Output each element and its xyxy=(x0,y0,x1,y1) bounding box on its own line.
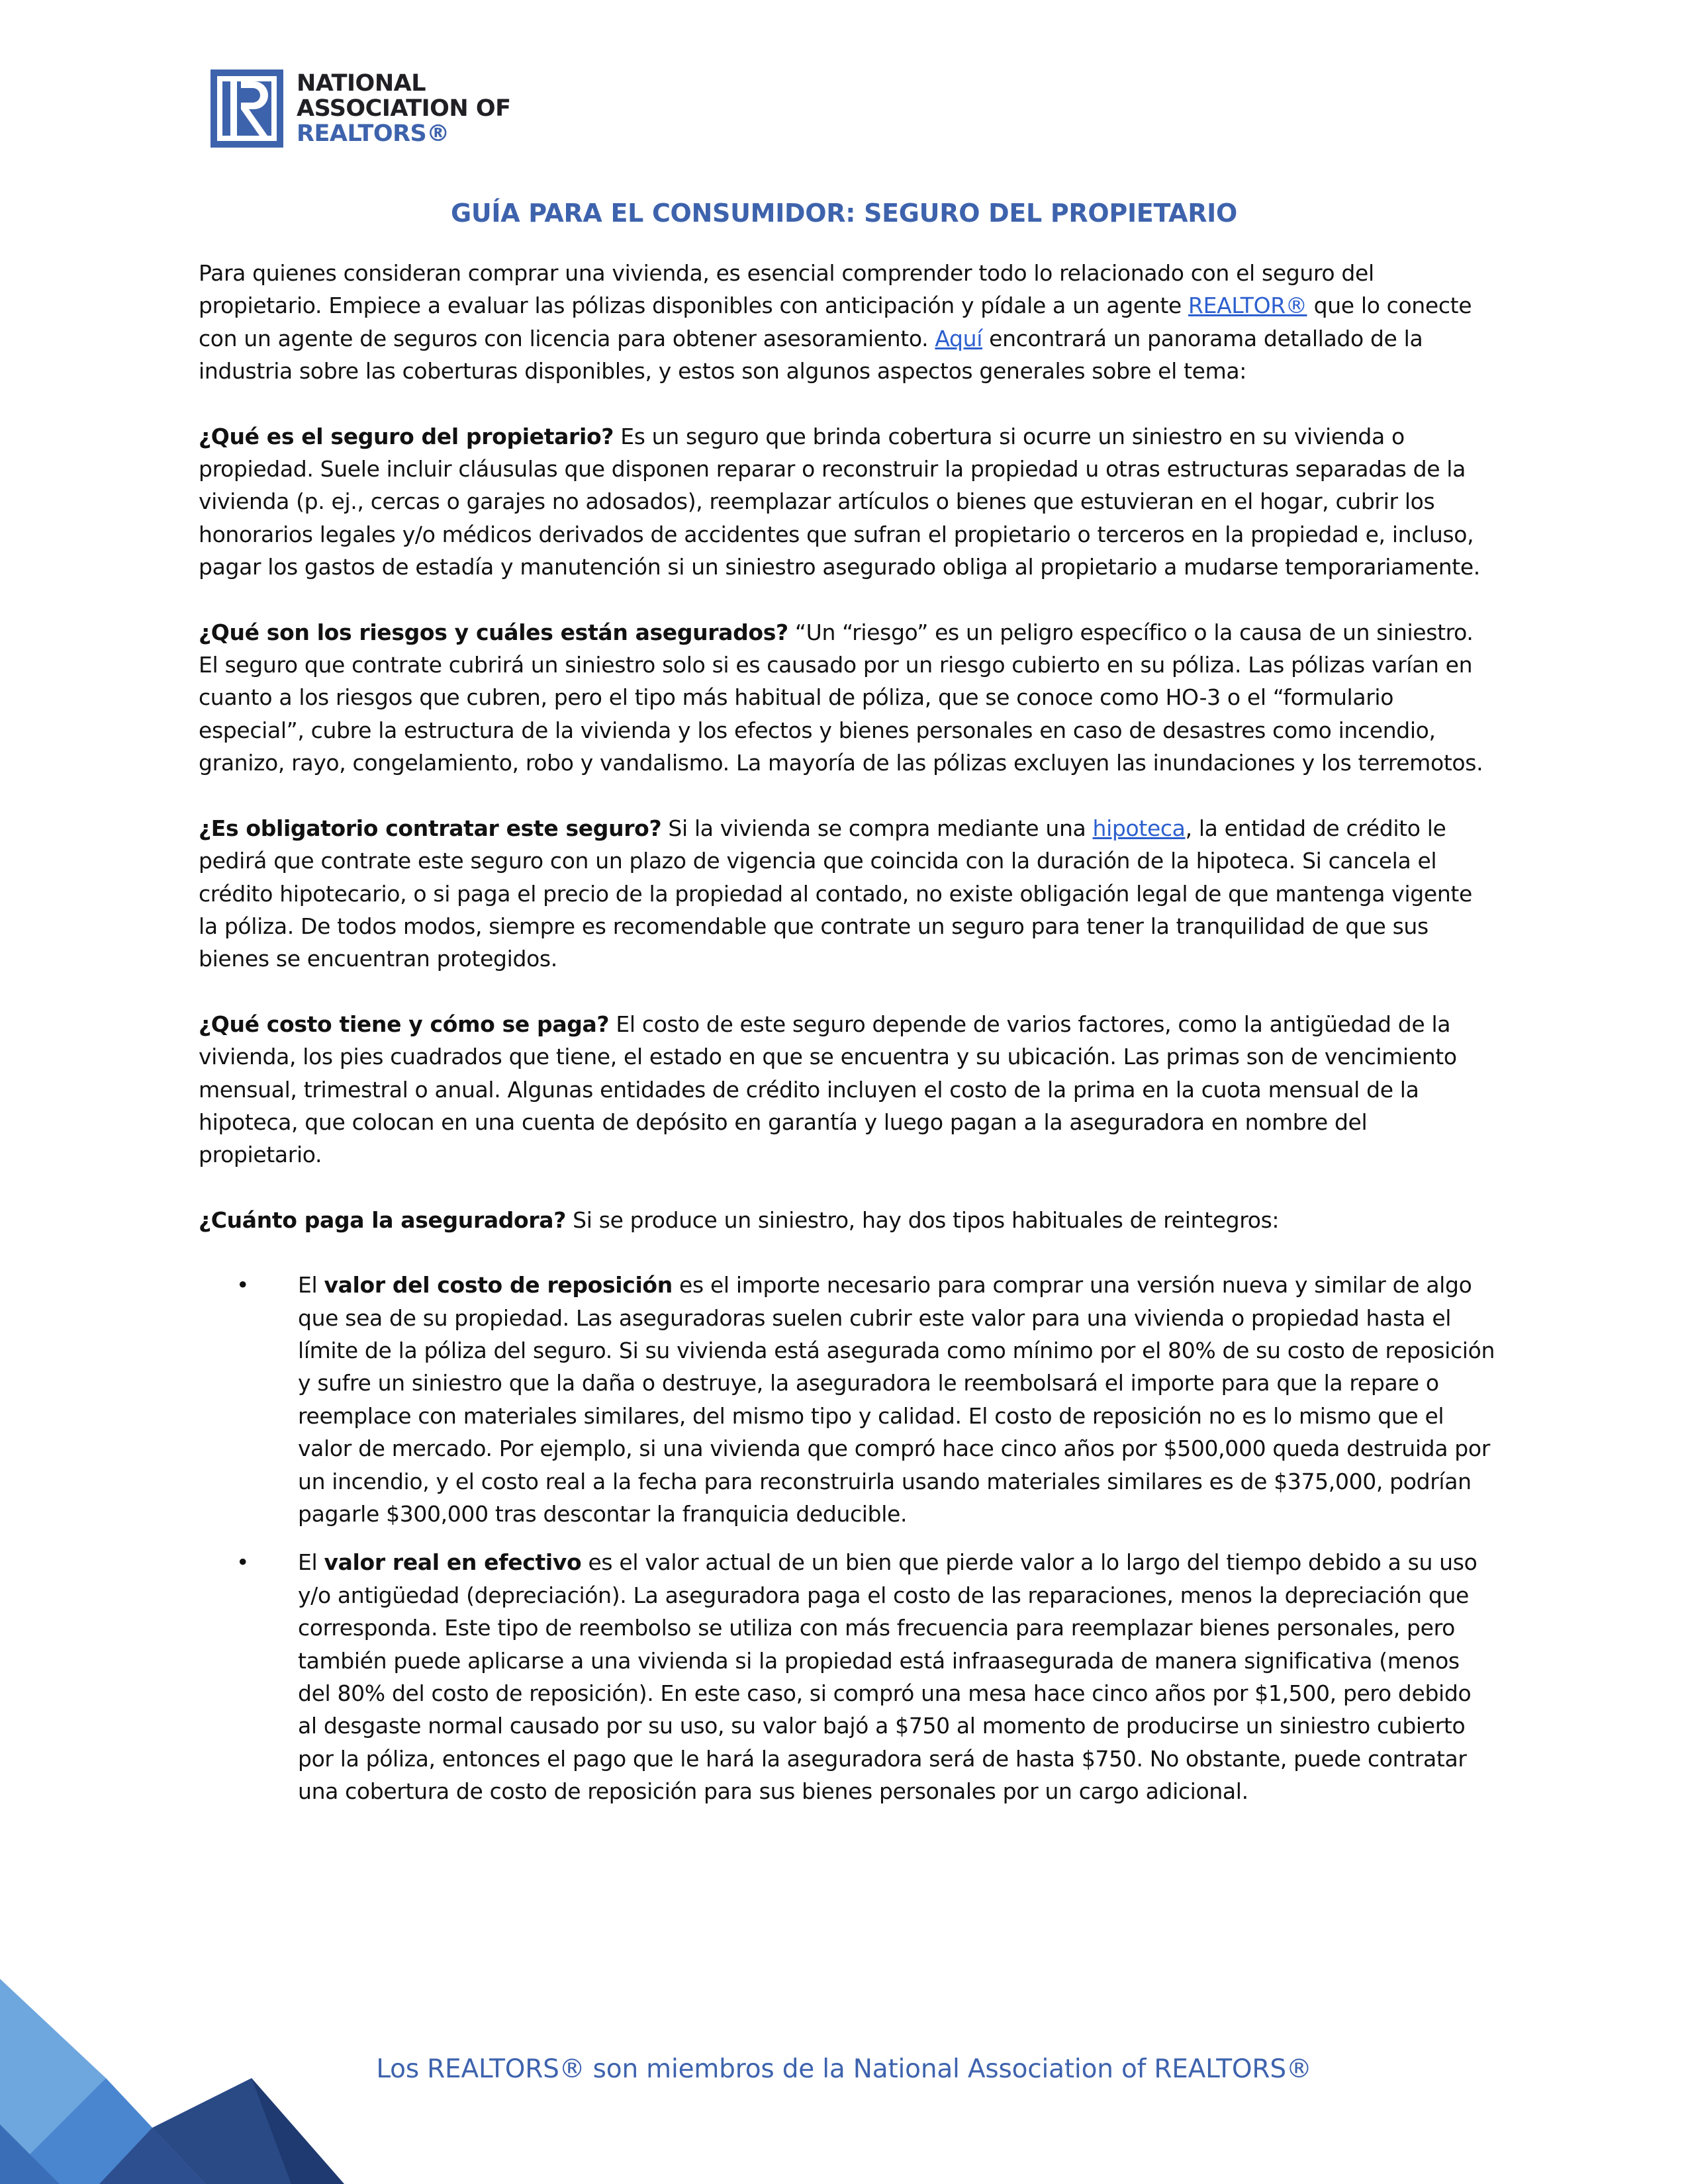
bullet-body: es el importe necesario para comprar una versión nueva y similar de algo que sea de su propiedad. Las aseguradoras suelen cubrir este valor para una vivienda o propiedad hasta el límite de la póliza del seguro. Si su vivienda está asegurada como mínimo por el 80% de su costo de reposición y sufre un siniestro que la daña o destruye, la aseguradora le reembolsará el importe para que la repare o reemplace con materiales similares, del mismo tipo y calidad. El costo de reposición no es lo mismo que el valor de mercado. Por ejemplo, si una vivienda que compró hace cinco años por $500,000 queda destruida por un incendio, y el costo real a la fecha para reconstruirla usando materiales similares es de $375,000, podrían pagarle $300,000 tras descontar la franquicia deducible. xyxy=(298,1272,1495,1527)
section-heading: ¿Cuánto paga la aseguradora? xyxy=(199,1206,567,1233)
bullet-pre: El xyxy=(298,1549,324,1576)
list-item-replacement-cost xyxy=(199,1269,1496,1530)
nar-logo xyxy=(211,69,511,148)
realtor-r-logo-icon xyxy=(211,69,283,148)
logo-line-3: REALTORS® xyxy=(297,120,449,147)
bullet-term: valor real en efectivo xyxy=(324,1549,582,1576)
logo-wordmark xyxy=(297,71,511,146)
document-body xyxy=(199,257,1496,1824)
aqui-link[interactable]: Aquí xyxy=(935,325,983,351)
section-body: Si se produce un siniestro, hay dos tipos habituales de reintegros: xyxy=(566,1206,1280,1233)
payout-types-list xyxy=(199,1269,1496,1808)
section-risks xyxy=(199,616,1496,780)
logo-line-2: ASSOCIATION OF xyxy=(297,95,511,122)
section-body-1: Si la vivienda se compra mediante una xyxy=(661,815,1093,841)
intro-text-2: que lo conecte con un agente de seguros con licencia para obtener asesoramiento. xyxy=(199,293,1472,351)
section-heading: ¿Qué son los riesgos y cuáles están asegurados? xyxy=(199,619,788,645)
section-mandatory xyxy=(199,812,1496,976)
bullet-icon: • xyxy=(236,1549,250,1576)
intro-text-3: encontrará un panorama detallado de la industria sobre las coberturas disponibles, y estos son algunos aspectos generales sobre el tema: xyxy=(199,325,1423,385)
section-body: “Un “riesgo” es un peligro específico o la causa de un siniestro. El seguro que contrate cubrirá un siniestro solo si es causado por un riesgo cubierto en su póliza. Las pólizas varían en cuanto a los riesgos que cubren, pero el tipo más habitual de póliza, que se conoce como HO-3 o el “formulario especial”, cubre la estructura de la vivienda y los efectos y bienes personales en caso de desastres como incendio, granizo, rayo, congelamiento, robo y vandalismo. La mayoría de las pólizas excluyen las inundaciones y los terremotos. xyxy=(199,619,1483,776)
section-heading: ¿Qué es el seguro del propietario? xyxy=(199,423,614,449)
footer-text: Los REALTORS® son miembros de la National Association of REALTORS® xyxy=(376,2054,1312,2084)
list-item-actual-cash-value xyxy=(199,1546,1496,1807)
intro-paragraph xyxy=(199,257,1496,388)
bullet-pre: El xyxy=(298,1272,324,1298)
section-heading: ¿Qué costo tiene y cómo se paga? xyxy=(199,1011,610,1037)
section-heading: ¿Es obligatorio contratar este seguro? xyxy=(199,815,662,841)
section-cost xyxy=(199,1008,1496,1171)
bullet-icon: • xyxy=(236,1272,250,1298)
section-body: El costo de este seguro depende de varios factores, como la antigüedad de la vivienda, los pies cuadrados que tiene, el estado en que se encuentra y su ubicación. Las primas son de vencimiento mensual, trimestral o anual. Algunas entidades de crédito incluyen el costo de la prima en la cuota mensual de la hipoteca, que colocan en una cuenta de depósito en garantía y luego pagan a la aseguradora en nombre del propietario. xyxy=(199,1011,1457,1168)
section-body-2: , la entidad de crédito le pedirá que contrate este seguro con un plazo de vigencia que coincida con la duración de la hipoteca. Si cancela el crédito hipotecario, o si paga el precio de la propiedad al contado, no existe obligación legal de que mantenga vigente la póliza. De todos modos, siempre es recomendable que contrate un seguro para tener la tranquilidad de que sus bienes se encuentran protegidos. xyxy=(199,815,1472,972)
decorative-corner-triangles xyxy=(0,1827,344,2184)
realtor-link[interactable]: REALTOR® xyxy=(1188,293,1307,319)
section-payout xyxy=(199,1204,1496,1236)
section-body: Es un seguro que brinda cobertura si ocurre un siniestro en su vivienda o propiedad. Suele incluir cláusulas que disponen reparar o reconstruir la propiedad u otras estructuras separadas de la vivienda (p. ej., cercas o garajes no adosados), reemplazar artículos o bienes que estuvieran en el hogar, cubrir los honorarios legales y/o médicos derivados de accidentes que sufran el propietario o terceros en la propiedad e, incluso, pagar los gastos de estadía y manutención si un siniestro asegurado obliga al propietario a mudarse temporariamente. xyxy=(199,423,1480,580)
intro-text-1: Para quienes consideran comprar una vivienda, es esencial comprender todo lo relacionado con el seguro del propietario. Empiece a evaluar las pólizas disponibles con anticipación y pídale a un agente xyxy=(199,260,1374,319)
bullet-body: es el valor actual de un bien que pierde valor a lo largo del tiempo debido a su uso y/o antigüedad (depreciación). La aseguradora paga el costo de las reparaciones, menos la depreciación que corresponda. Este tipo de reembolso se utiliza con más frecuencia para reemplazar bienes personales, pero también puede aplicarse a una vivienda si la propiedad está infraasegurada de manera significativa (menos del 80% del costo de reposición). En este caso, si compró una mesa hace cinco años por $1,500, pero debido al desgaste normal causado por su uso, su valor bajó a $750 al momento de producirse un siniestro cubierto por la póliza, entonces el pago que le hará la aseguradora será de hasta $750. No obstante, puede contratar una cobertura de costo de reposición para sus bienes personales por un cargo adicional. xyxy=(298,1549,1477,1805)
page-title: GUÍA PARA EL CONSUMIDOR: SEGURO DEL PROPIETARIO xyxy=(450,199,1238,228)
bullet-term: valor del costo de reposición xyxy=(324,1272,673,1298)
section-what-is-insurance xyxy=(199,420,1496,584)
hipoteca-link[interactable]: hipoteca xyxy=(1092,815,1186,841)
logo-line-1: NATIONAL xyxy=(297,70,426,97)
